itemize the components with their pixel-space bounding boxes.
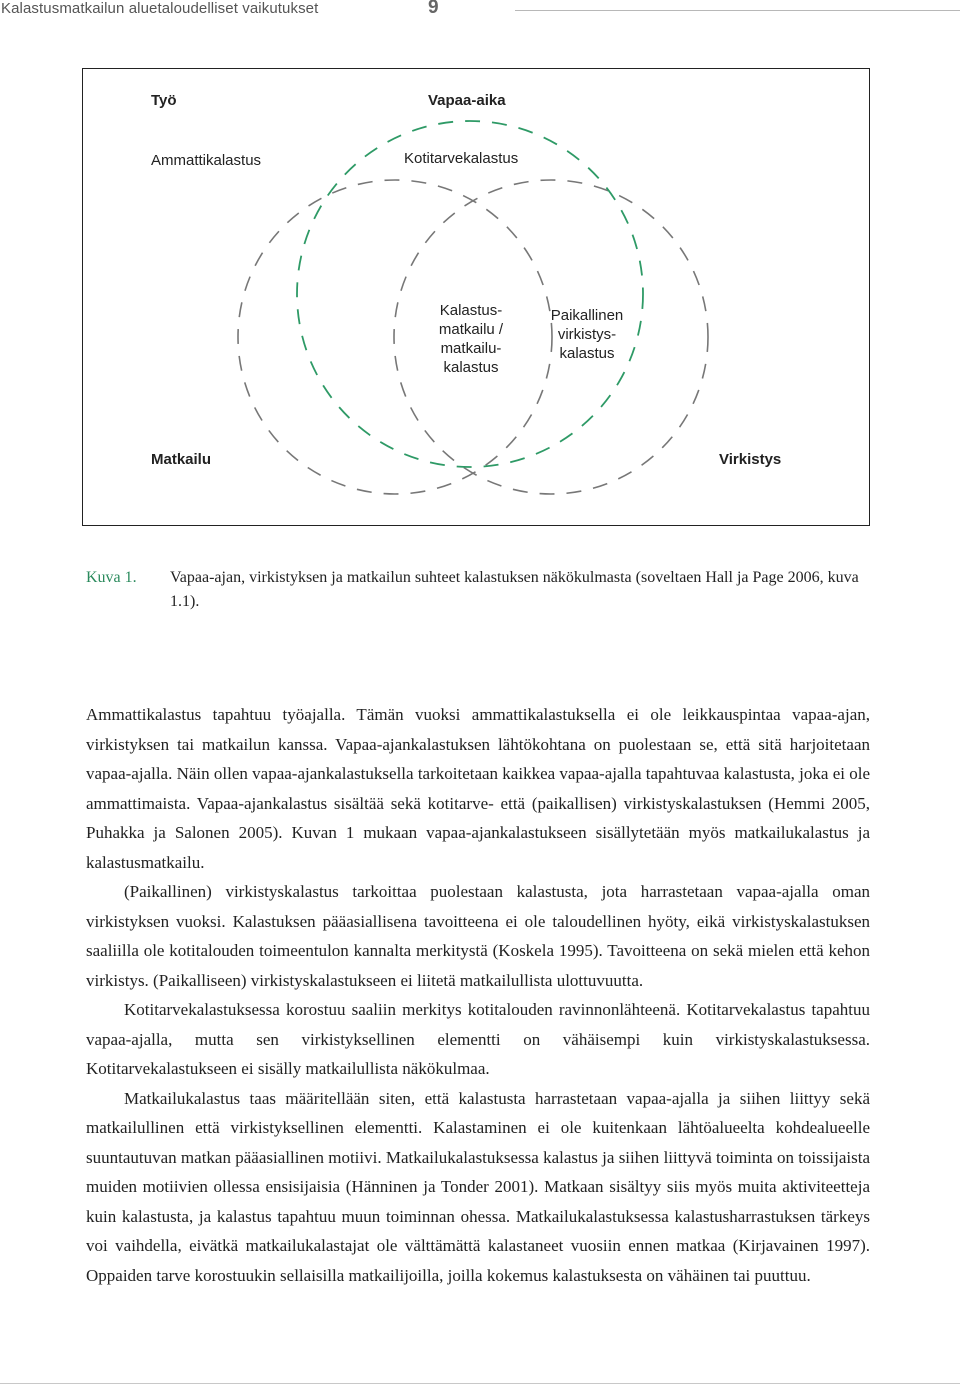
label-line: Paikallinen	[550, 307, 624, 324]
label-kalastusmatkailu	[421, 301, 521, 377]
label-line: matkailu /	[438, 321, 504, 338]
label-vapaa-aika: Vapaa-aika	[428, 92, 506, 109]
label-virkistys: Virkistys	[719, 451, 782, 468]
caption-number: Kuva 1.	[86, 569, 137, 586]
label-line: virkistys-	[557, 326, 617, 343]
running-title: Kalastusmatkailun aluetaloudelliset vaikutukset	[1, 0, 319, 17]
paragraph: Ammattikalastus tapahtuu työajalla. Tämän vuoksi ammattikalastuksella ei ole leikkauspintaa vapaa-ajan, virkistyksen tai matkailun kanssa. Vapaa-ajankalastuksen lähtökohtana on puolestaan se, että sitä harjoitetaan vapaa-ajalla. Näin ollen vapaa-ajankalastuksella tarkoitetaan kaikkea vapaa-ajalla tapahtuvaa kalastusta, joka ei ole ammattimaista. Vapaa-ajankalastus sisältää sekä kotitarve- että (paikallisen) virkistyskalastuksen (Hemmi 2005, Puhakka ja Salonen 2005). Kuvan 1 mukaan vapaa-ajankalastukseen sisällytetään myös matkailukalastus ja kalastusmatkailu.	[86, 705, 870, 872]
paragraph: (Paikallinen) virkistyskalastus tarkoittaa puolestaan kalastusta, jota harrastetaan vapaa-ajalla oman virkistyksen vuoksi. Kalastuksen pääasiallisena tavoitteena ei ole taloudellinen hyöty, eikä virkistyskalastuksen saaliilla ole kotitalouden toimeentulon kannalta merkitystä (Koskela 1995). Tavoitteena on sekä mielen että kehon virkistys. (Paikalliseen) virkistyskalastukseen ei liitetä matkailullista ulottuvuutta.	[86, 882, 870, 990]
body-text	[86, 700, 870, 1290]
label-line: kalastus	[443, 359, 499, 376]
label-line: Kalastus-	[439, 302, 503, 319]
figure-venn-diagram	[82, 68, 870, 526]
header-rule	[515, 10, 960, 11]
label-paikallinen-virkistyskalastus	[537, 306, 637, 363]
paragraph: Matkailukalastus taas määritellään siten, että kalastusta harrastetaan vapaa-ajalla ja siihen liittyy sekä matkailullinen että virkistyksellinen elementti. Kalastaminen ei ole kuitenkaan lähtöalueelta kohdealueelle suuntautuvan matkan pääasiallinen motiivi. Matkailukalastuksessa kalastus ja siihen liittyvä toiminta on toissijaista muiden motiivien ollessa ensisijaisia (Hänninen ja Tonder 2001). Matkaan sisältyy siis myös muita aktiviteetteja kuin kalastusta, ja kalastus tapahtuu muun toiminnan ohessa. Matkailukalastuksessa kalastusharrastuksen tärkeys voi vaihdella, eivätkä matkailukalastajat ole välttämättä kalastaneet vuosiin ennen matkaa (Kirjavainen 1997). Oppaiden tarve korostuukin sellaisilla matkailijoilla, joilla kokemus kalastuksesta on vähäinen tai puuttuu.	[86, 1088, 870, 1285]
circle-vapaa-aika	[297, 121, 643, 467]
label-line: matkailu-	[440, 340, 502, 357]
page-number: 9	[428, 0, 439, 18]
page-header	[0, 0, 960, 30]
label-line: kalastus	[559, 345, 615, 362]
label-matkailu: Matkailu	[151, 451, 212, 468]
label-kotitarvekalastus: Kotitarvekalastus	[404, 150, 519, 167]
label-tyo: Työ	[151, 92, 177, 109]
paragraph: Kotitarvekalastuksessa korostuu saaliin merkitys kotitalouden ravinnonlähteenä. Kotitarvekalastus tapahtuu vapaa-ajalla, mutta sen virkistyksellinen elementti on vähäisempi kuin virkistyskalastuksessa. Kotitarvekalastukseen ei sisälly matkailullista näkökulmaa.	[86, 1000, 870, 1078]
footer-rule	[0, 1383, 960, 1384]
caption-text: Vapaa-ajan, virkistyksen ja matkailun suhteet kalastuksen näkökulmasta (soveltaen Hall ja Page 2006, kuva 1.1).	[170, 569, 859, 610]
label-ammattikalastus: Ammattikalastus	[151, 152, 262, 169]
